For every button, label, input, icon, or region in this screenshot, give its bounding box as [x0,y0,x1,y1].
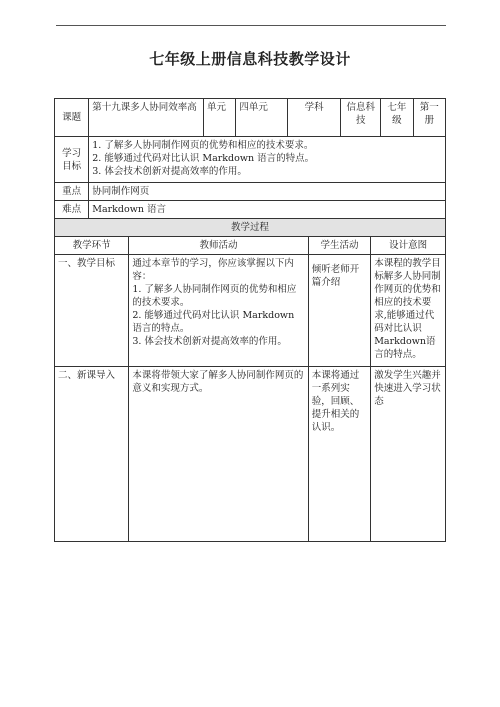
teacher-intro: 通过本章节的学习，你应该掌握以下内容： [132,258,294,282]
header-teacher: 教师活动 [129,237,308,255]
process-table [54,218,446,542]
label-goals: 学习目标 [55,137,89,183]
goal-item: 1. 了解多人协同制作网页的优势和相应的技术要求。 [92,140,314,151]
label-topic: 课题 [55,99,89,137]
grade-value: 七年级 [381,99,413,137]
intent-cell: 激发学生兴趣并快速进入学习状态 [371,367,446,542]
header-rule [56,25,446,26]
process-heading: 教学过程 [55,219,446,237]
stage-cell: 二、新课导入 [55,367,129,542]
document-title: 七年级上册信息科技教学设计 [149,50,351,68]
teacher-item: 3. 体会技术创新对提高效率的作用。 [132,336,287,347]
subject-value: 信息科技 [341,99,381,137]
teacher-item: 1. 了解多人协同制作网页的优势和相应的技术要求。 [132,284,297,308]
header-student: 学生活动 [308,237,371,255]
stage-cell: 一、教学目标 [55,255,129,367]
teacher-cell: 本课将带领大家了解多人协同制作网页的意义和实现方式。 [129,367,308,542]
header-stage: 教学环节 [55,237,129,255]
goal-item: 2. 能够通过代码对比认识 Markdown 语言的特点。 [92,153,315,164]
intent-cell: 本课程的教学目标解多人协同制作网页的优势和相应的技术要求,能够通过代码对比认识Markdown语言的特点。 [371,255,446,367]
info-table [54,98,446,219]
student-cell: 倾听老师开篇介绍 [308,255,371,367]
goals-list [89,137,446,183]
unit-value: 四单元 [236,99,288,137]
volume-value: 第一册 [413,99,445,137]
goal-item: 3. 体会技术创新对提高效率的作用。 [92,166,247,177]
teacher-item: 2. 能够通过代码对比认识 Markdown 语言的特点。 [132,310,295,334]
table-row [55,367,446,542]
teacher-cell [129,255,308,367]
label-unit: 单元 [204,99,236,137]
student-cell: 本课将通过一系列实验，回顾、提升相关的认识。 [308,367,371,542]
label-key: 重点 [55,183,89,201]
header-intent: 设计意图 [371,237,446,255]
label-subject: 学科 [287,99,340,137]
table-row [55,255,446,367]
difficulty-value: Markdown 语言 [89,201,446,219]
key-value: 协同制作网页 [89,183,446,201]
label-difficulty: 难点 [55,201,89,219]
topic-value: 第十九课多人协同效率高 [89,99,204,137]
